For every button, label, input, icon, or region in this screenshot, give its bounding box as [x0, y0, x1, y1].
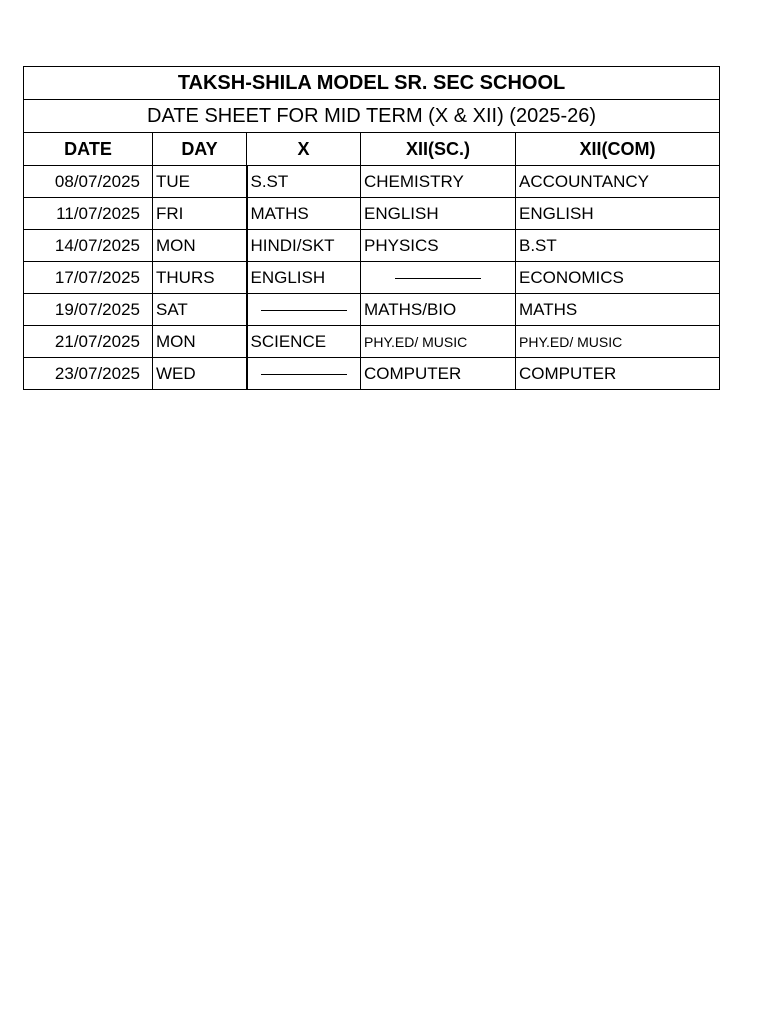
day-cell: TUE	[153, 166, 247, 198]
column-header-xii-com: XII(COM)	[516, 133, 720, 166]
column-header-day: DAY	[153, 133, 247, 166]
x-cell: HINDI/SKT	[247, 230, 361, 262]
no-exam-dash	[247, 294, 361, 326]
x-cell: ENGLISH	[247, 262, 361, 294]
title-row	[24, 67, 720, 100]
day-cell: FRI	[153, 198, 247, 230]
date-sheet-table	[23, 66, 720, 390]
table-row	[24, 230, 720, 262]
header-row	[24, 133, 720, 166]
xii-sc-cell: COMPUTER	[361, 358, 516, 390]
table-row	[24, 262, 720, 294]
date-cell: 11/07/2025	[24, 198, 153, 230]
date-cell: 21/07/2025	[24, 326, 153, 358]
date-cell: 19/07/2025	[24, 294, 153, 326]
dash-line	[261, 374, 347, 375]
date-cell: 23/07/2025	[24, 358, 153, 390]
day-cell: SAT	[153, 294, 247, 326]
column-header-date: DATE	[24, 133, 153, 166]
table-row	[24, 326, 720, 358]
xii-com-cell: MATHS	[516, 294, 720, 326]
xii-sc-cell: PHYSICS	[361, 230, 516, 262]
table-row	[24, 198, 720, 230]
day-cell: MON	[153, 326, 247, 358]
date-cell: 17/07/2025	[24, 262, 153, 294]
day-cell: MON	[153, 230, 247, 262]
dash-line	[261, 310, 347, 311]
x-cell: SCIENCE	[247, 326, 361, 358]
date-cell: 08/07/2025	[24, 166, 153, 198]
date-cell: 14/07/2025	[24, 230, 153, 262]
xii-sc-cell: PHY.ED/ MUSIC	[361, 326, 516, 358]
xii-com-cell: PHY.ED/ MUSIC	[516, 326, 720, 358]
xii-com-cell: ACCOUNTANCY	[516, 166, 720, 198]
school-name: TAKSH-SHILA MODEL SR. SEC SCHOOL	[24, 67, 720, 100]
table-row	[24, 358, 720, 390]
xii-sc-cell: CHEMISTRY	[361, 166, 516, 198]
table-row	[24, 294, 720, 326]
x-cell: S.ST	[247, 166, 361, 198]
no-exam-dash	[247, 358, 361, 390]
xii-com-cell: ECONOMICS	[516, 262, 720, 294]
column-header-xii-sc: XII(SC.)	[361, 133, 516, 166]
day-cell: WED	[153, 358, 247, 390]
dash-line	[395, 278, 481, 279]
no-exam-dash	[361, 262, 516, 294]
subtitle-row	[24, 100, 720, 133]
xii-sc-cell: MATHS/BIO	[361, 294, 516, 326]
table-row	[24, 166, 720, 198]
xii-sc-cell: ENGLISH	[361, 198, 516, 230]
sheet-title: DATE SHEET FOR MID TERM (X & XII) (2025-26)	[24, 100, 720, 133]
day-cell: THURS	[153, 262, 247, 294]
x-cell: MATHS	[247, 198, 361, 230]
xii-com-cell: ENGLISH	[516, 198, 720, 230]
xii-com-cell: B.ST	[516, 230, 720, 262]
column-header-x: X	[247, 133, 361, 166]
xii-com-cell: COMPUTER	[516, 358, 720, 390]
